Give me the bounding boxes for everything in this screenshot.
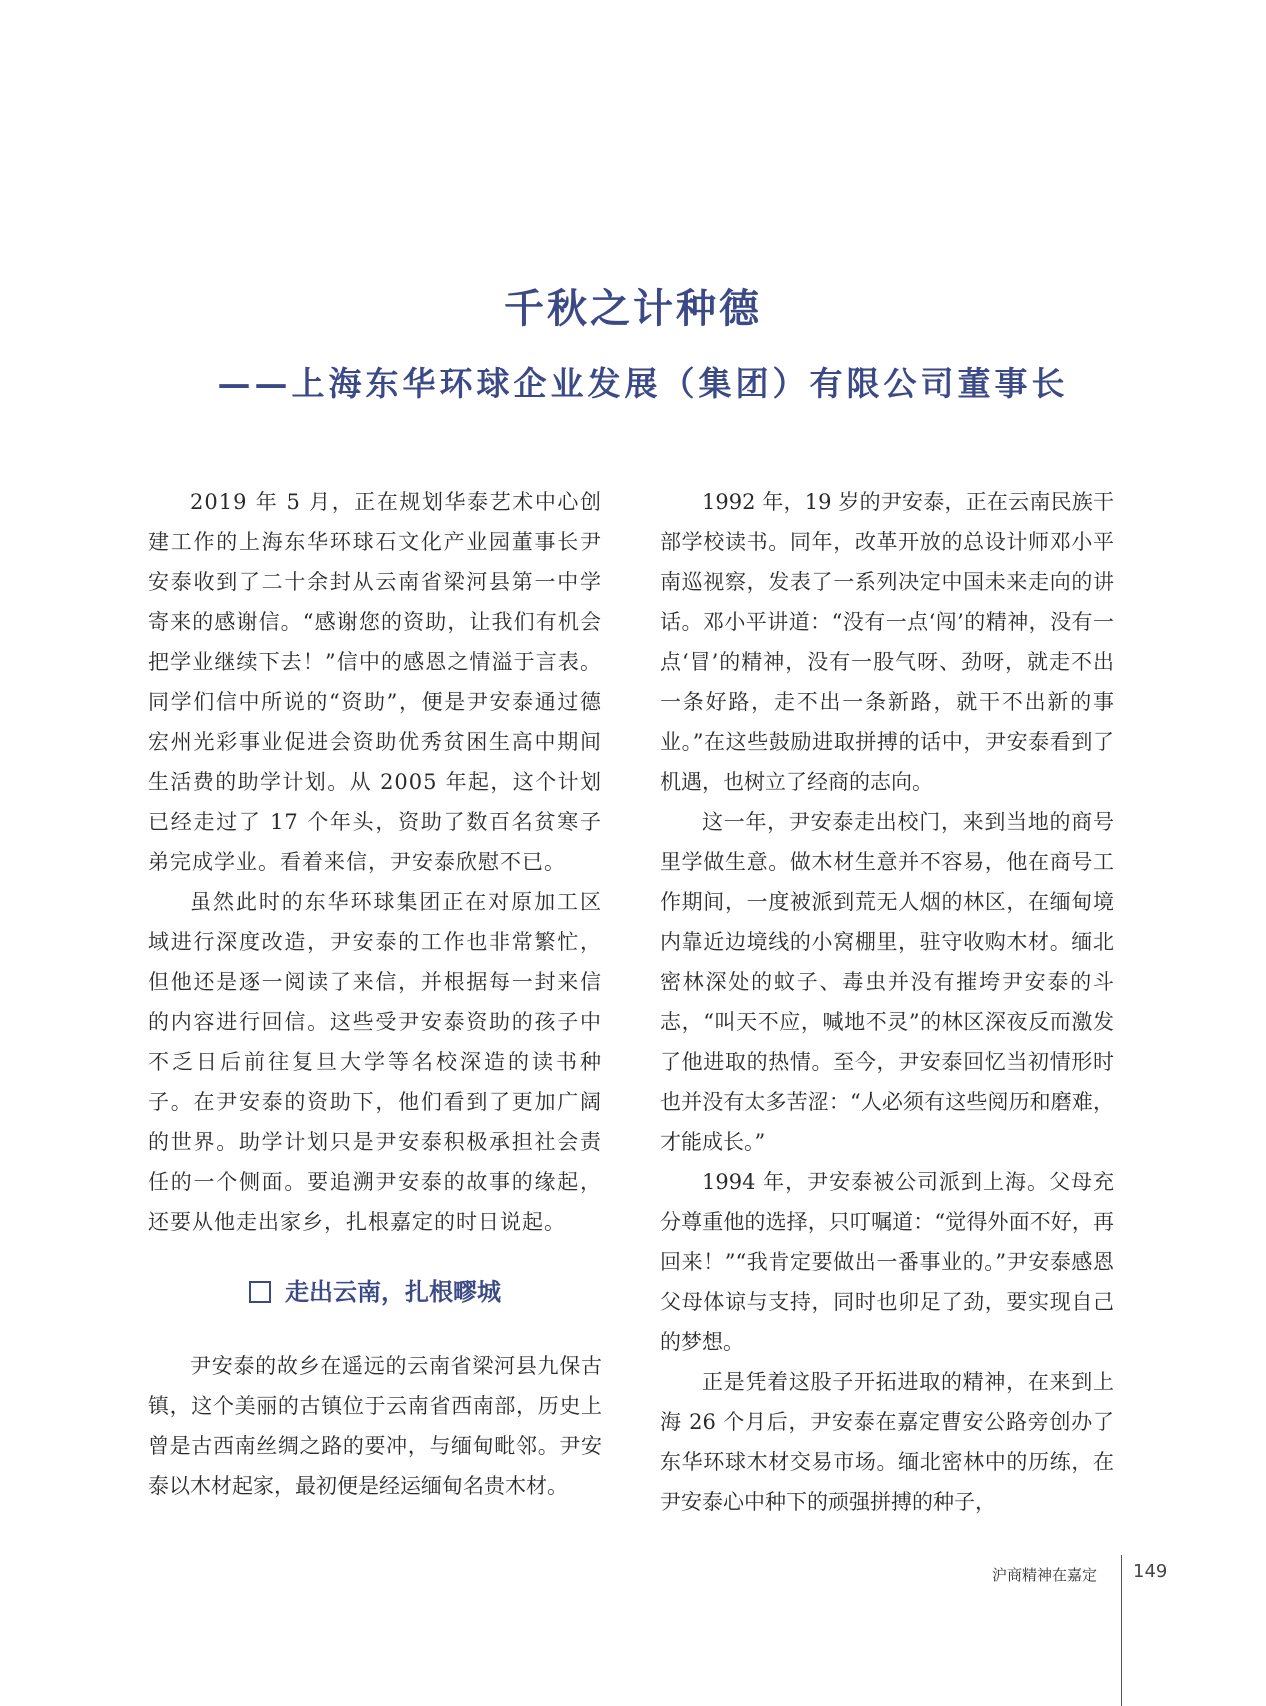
body-paragraph: 虽然此时的东华环球集团正在对原加工区域进行深度改造，尹安泰的工作也非常繁忙，但他还是逐一阅读了来信，并根据每一封来信的内容进行回信。这些受尹安泰资助的孩子中不乏日后前往复旦大学等名校深造的读书种子。在尹安泰的资助下，他们看到了更加广阔的世界。助学计划只是尹安泰积极承担社会责任的一个侧面。要追溯尹安泰的故事的缘起，还要从他走出家乡，扎根嘉定的时日说起。: [148, 890, 602, 1234]
left-column: [148, 482, 602, 1506]
body-paragraph: 1992 年，19 岁的尹安泰，正在云南民族干部学校读书。同年，改革开放的总设计师邓小平南巡视察，发表了一系列决定中国未来走向的讲话。邓小平讲道：“没有一点‘闯’的精神，没有一点‘冒’的精神，没有一股气呀、劲呀，就走不出一条好路，走不出一条新路，就干不出新的事业。”在这些鼓励进取拼搏的话中，尹安泰看到了机遇，也树立了经商的志向。: [660, 490, 1114, 794]
section-heading-text: 走出云南，扎根疁城: [285, 1278, 501, 1306]
body-paragraph: 2019 年 5 月，正在规划华泰艺术中心创建工作的上海东华环球石文化产业园董事长尹安泰收到了二十余封从云南省梁河县第一中学寄来的感谢信。“感谢您的资助，让我们有机会把学业继续下去！”信中的感恩之情溢于言表。同学们信中所说的“资助”，便是尹安泰通过德宏州光彩事业促进会资助优秀贫困生高中期间生活费的助学计划。从 2005 年起，这个计划已经走过了 17 个年头，资助了数百名贫寒子弟完成学业。看着来信，尹安泰欣慰不已。: [148, 490, 602, 874]
body-paragraph: 1994 年，尹安泰被公司派到上海。父母充分尊重他的选择，只叮嘱道：“觉得外面不好，再回来！”“我肯定要做出一番事业的。”尹安泰感恩父母体谅与支持，同时也卯足了劲，要实现自己的梦想。: [660, 1170, 1114, 1354]
section-heading: [148, 1272, 602, 1312]
footer-divider: [1121, 1555, 1122, 1706]
article-subtitle: ——上海东华环球企业发展（集团）有限公司董事长: [217, 364, 1069, 403]
page-number: 149: [1133, 1561, 1168, 1582]
body-paragraph: 尹安泰的故乡在遥远的云南省梁河县九保古镇，这个美丽的古镇位于云南省西南部，历史上曾是古西南丝绸之路的要冲，与缅甸毗邻。尹安泰以木材起家，最初便是经运缅甸名贵木材。: [148, 1354, 602, 1498]
right-column: [660, 482, 1114, 1522]
article-title: 千秋之计种德: [504, 285, 762, 332]
body-paragraph: 正是凭着这股子开拓进取的精神，在来到上海 26 个月后，尹安泰在嘉定曹安公路旁创办了东华环球木材交易市场。缅北密林中的历练，在尹安泰心中种下的顽强拼搏的种子，: [660, 1370, 1114, 1514]
square-bullet-icon: [249, 1281, 271, 1303]
running-title: 沪商精神在嘉定: [992, 1566, 1098, 1584]
body-paragraph: 这一年，尹安泰走出校门，来到当地的商号里学做生意。做木材生意并不容易，他在商号工作期间，一度被派到荒无人烟的林区，在缅甸境内靠近边境线的小窝棚里，驻守收购木材。缅北密林深处的蚊子、毒虫并没有摧垮尹安泰的斗志，“叫天不应，喊地不灵”的林区深夜反而激发了他进取的热情。至今，尹安泰回忆当初情形时也并没有太多苦涩：“人必须有这些阅历和磨难，才能成长。”: [660, 810, 1114, 1154]
